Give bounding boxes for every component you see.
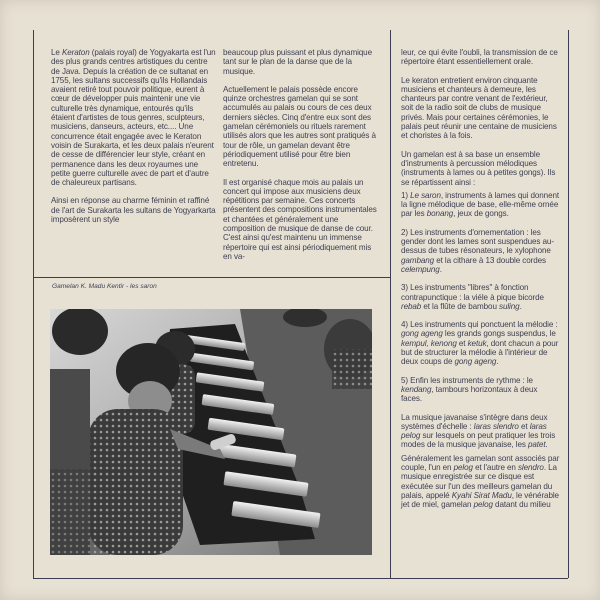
bottom-rule <box>33 578 568 579</box>
paragraph: beaucoup plus puissant et plus dynamique tant sur le plan de la danse que de la musique. <box>223 48 372 76</box>
paragraph: La musique javanaise s'intègre dans deux systèmes d'échelle : laras slendro et laras pelog sur lesquels on peut pratiquer les trois modes de la musique javanaise, les patet. <box>401 412 556 450</box>
text-column-2 <box>223 48 378 270</box>
right-rule <box>568 30 569 578</box>
list-item: 4) Les instruments qui ponctuent la mélodie : gong ageng les grands gongs suspendus, le kempul, kenong et ketuk, dont chacun a pour but de structurer la mélodie à l'intérieur de deux coups de gong ageng. <box>401 320 559 367</box>
text-column-3 <box>401 48 560 518</box>
paragraph: Actuellement le palais possède encore quinze orchestres gamelan qui se sont accumulés au palais ou cours de ces deux derniers siècles. Cinq d'entre eux sont des gamelan cérémoniels ou rituels rarement utilisés alors que les autres sont pratiqués à tour de rôle, un gamelan devant être périodiquement utilisé pour être bien entretenu. <box>223 84 376 169</box>
paragraph: leur, ce qui évite l'oubli, la transmission de ce répertoire étant essentiellement orale. <box>401 48 558 67</box>
paragraph: Le Keraton (palais royal) de Yogyakarta est l'un des plus grands centres artistiques du centre de Java. Depuis la création de ce sultanat en 1755, les sultans successifs qu'ils Hollandais avaient retiré tout pouvoir politique, eurent à cœur de développer puis maintenir une vie culturelle très dynamique, entourés qu'ils étaient d'artistes de tous genres, sculpteurs, musiciens, danseurs, acteurs, etc.... Une concurrence était engagée avec le Keraton voisin de Surakarta, et les deux palais n'eurent de cesse de différencier leur style, créant en permanence dans les deux royaumes une petite guerre culturelle avec de part et d'autre de chaleureux partisans. <box>51 48 216 188</box>
paragraph: Il est organisé chaque mois au palais un concert qui impose aux musiciens deux répétitions par semaine. Ces concerts présentent des compositions instrumentales et chantées et généralement une composition de musique de danse de cour. C'est ainsi qu'est maintenu un immense répertoire qui est ainsi périodiquement mis en va- <box>223 177 377 261</box>
instrument-list <box>401 191 560 404</box>
list-item: 3) Les instruments "libres" à fonction contrapunctique : la viéle à pique bicorde rebab et la flûte de bambou suling. <box>401 283 544 311</box>
paragraph: Un gamelan est à sa base un ensemble d'instruments à percussion mélodiques (instruments à lames ou à petites gongs). Ils se répartissent ainsi : <box>401 149 556 187</box>
list-item: 5) Enfin les instruments de rythme : le kendang, tambours horizontaux à deux faces. <box>401 375 538 404</box>
list-item: 2) Les instruments d'ornementation : les gender dont les lames sont suspendues au-dessus de tubes résonateurs, le xylophone gambang et la cithare à 13 double cordes celempung. <box>401 227 554 274</box>
list-item: 1) Le saron, instruments à lames qui donnent la ligne mélodique de base, elle-même ornée par les bonang, jeux de gongs. <box>401 190 560 219</box>
paragraph: Le keraton entretient environ cinquante musiciens et chanteurs à demeure, les chanteurs par contre venant de l'extérieur, soit de la radio soit de clubs de musique privés. Mais pour certaines cérémonies, le palais peut réunir une centaine de musiciens et choristes à la fois. <box>401 75 557 141</box>
photo-top-rule <box>33 277 390 278</box>
paragraph: Ainsi en réponse au charme féminin et raffiné de l'art de Surakarta les sultans de Yogyarkarta imposèrent un style <box>51 196 216 225</box>
text-column-1 <box>51 48 218 233</box>
paragraph: Généralement les gamelan sont associés par couple, l'un en pelog et l'autre en slendro. La musique enregistrée sur ce disque est exécutée sur l'un des meilleurs gamelan du palais, appelé Kyahi Sirat Madu, le vénérable jet de miel, gamelan pelog datant du milieu <box>401 453 560 510</box>
gamelan-photo <box>50 309 372 555</box>
column-rule <box>390 30 391 578</box>
left-rule <box>33 30 34 578</box>
photo-caption: Gamelan K. Madu Kentir - les saron <box>52 283 157 290</box>
photo-image <box>50 309 372 555</box>
